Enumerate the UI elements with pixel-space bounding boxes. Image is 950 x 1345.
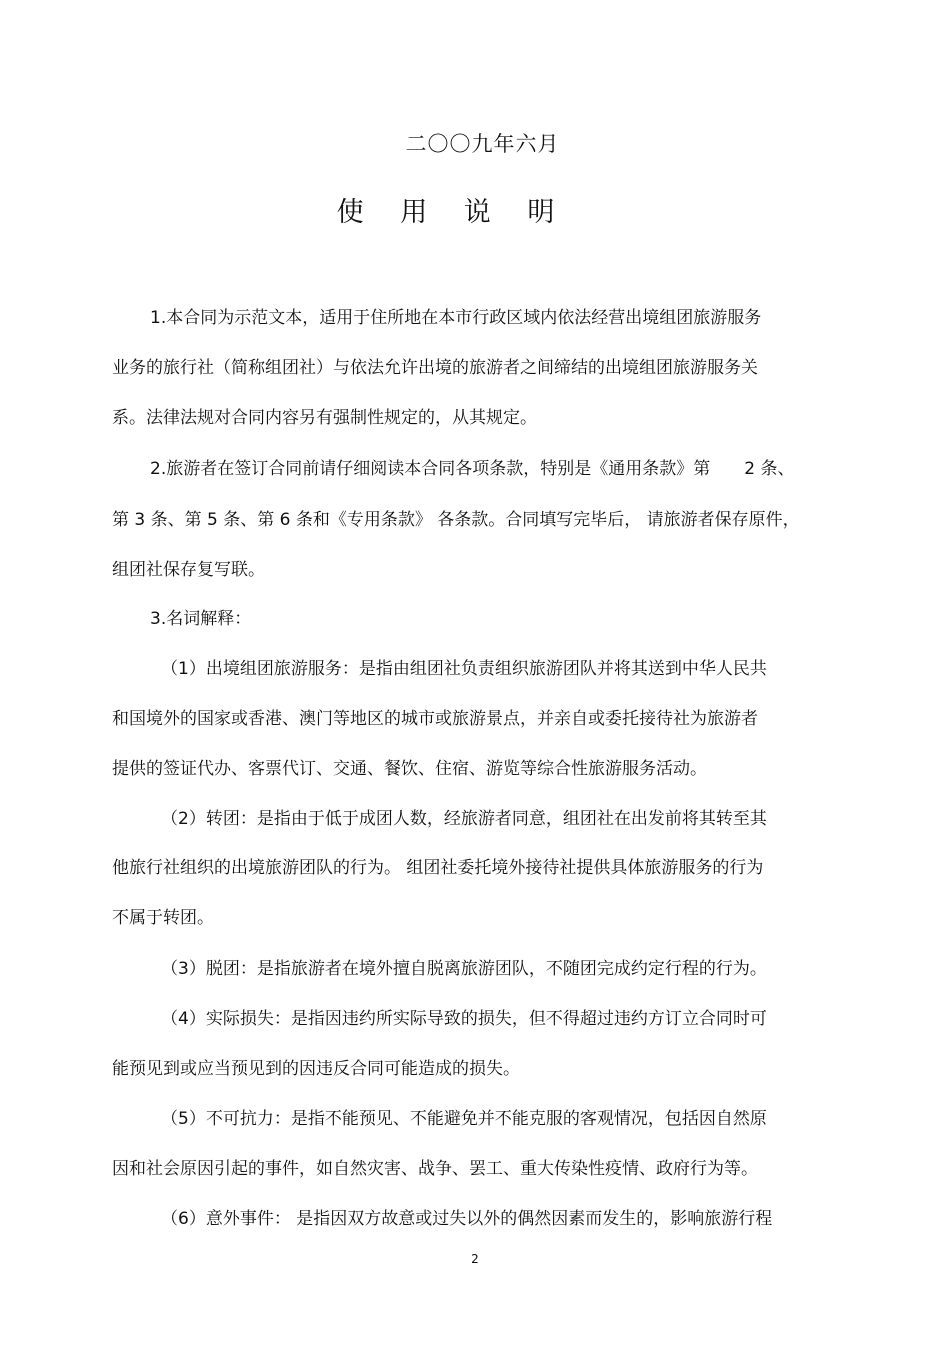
section-heading: 3.名词解释：: [150, 609, 252, 629]
definition-line: 能预见到或应当预见到的因违反合同可能造成的损失。: [112, 1059, 520, 1079]
body-line: 1.本合同为示范文本，适用于住所地在本市行政区域内依法经营出境组团旅游服务: [150, 308, 762, 328]
page-number: 2: [471, 1252, 479, 1266]
definition-line: （4）实际损失：是指因违约所实际导致的损失，但不得超过违约方订立合同时可: [161, 1009, 767, 1029]
body-line: 系。法律法规对合同内容另有强制性规定的，从其规定。: [112, 408, 537, 428]
definition-line: （6）意外事件： 是指因双方故意或过失以外的偶然因素而发生的，影响旅游行程: [161, 1209, 773, 1229]
definition-line: 因和社会原因引起的事件，如自然灾害、战争、罢工、重大传染性疫情、政府行为等。: [112, 1159, 758, 1179]
definition-line: 不属于转团。: [112, 908, 214, 928]
body-line: 2.旅游者在签订合同前请仔细阅读本合同各项条款，特别是《通用条款》第 2 条、: [150, 459, 795, 479]
definition-line: （3）脱团：是指旅游者在境外擅自脱离旅游团队，不随团完成约定行程的行为。: [161, 959, 767, 979]
definition-line: 和国境外的国家或香港、澳门等地区的城市或旅游景点，并亲自或委托接待社为旅游者: [112, 709, 758, 729]
body-line: 第 3 条、第 5 条、第 6 条和《专用条款》 各条款。合同填写完毕后， 请旅游者保存原件，: [112, 510, 800, 530]
body-line: 组团社保存复写联。: [112, 560, 265, 580]
definition-line: （1）出境组团旅游服务：是指由组团社负责组织旅游团队并将其送到中华人民共: [161, 659, 767, 679]
definition-line: 他旅行社组织的出境旅游团队的行为。 组团社委托境外接待社提供具体旅游服务的行为: [112, 858, 764, 878]
definition-line: （5）不可抗力：是指不能预见、不能避免并不能克服的客观情况，包括因自然原: [161, 1109, 767, 1129]
document-title: 使 用 说 明: [336, 197, 569, 228]
definition-line: （2）转团：是指由于低于成团人数，经旅游者同意，组团社在出发前将其转至其: [161, 809, 767, 829]
body-line: 业务的旅行社（简称组团社）与依法允许出境的旅游者之间缔结的出境组团旅游服务关: [112, 358, 758, 378]
document-date: 二〇〇九年六月: [405, 132, 560, 156]
definition-line: 提供的签证代办、客票代订、交通、餐饮、住宿、游览等综合性旅游服务活动。: [112, 759, 707, 779]
